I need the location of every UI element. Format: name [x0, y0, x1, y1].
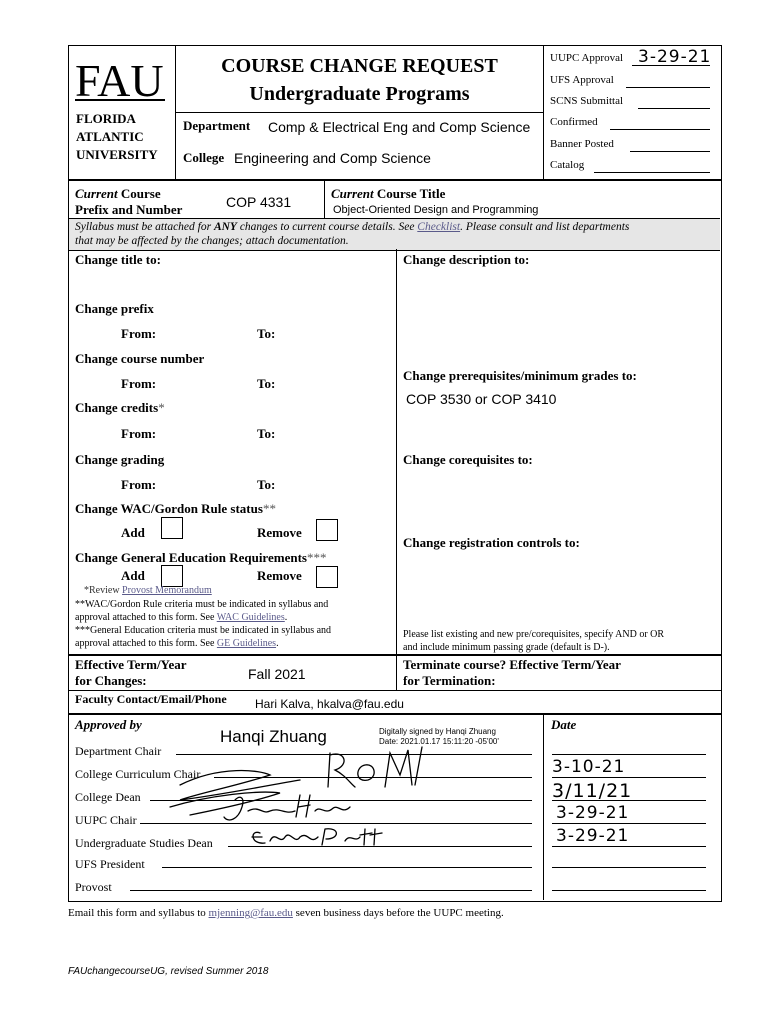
effective-term-label: Effective Term/Year [75, 657, 187, 672]
change-wac-label: Change WAC/Gordon Rule status** [75, 501, 276, 516]
divider [543, 715, 544, 900]
approved-by-heading: Approved by [75, 717, 142, 732]
ufs-president-line[interactable] [162, 867, 532, 868]
change-prereq-label: Change prerequisites/minimum grades to: [403, 368, 637, 383]
prereq-note: Please list existing and new pre/corequisites, specify AND or OR and include minimum passing grade (default is D-). [403, 629, 665, 653]
fau-logo [73, 52, 168, 104]
change-regctrl-label: Change registration controls to: [403, 535, 580, 550]
ge-guidelines-link[interactable]: GE Guidelines [216, 638, 277, 649]
email-instruction: Email this form and syllabus to mjenning@fau.edu seven business days before the UUPC meeting. [68, 907, 504, 919]
review-note: *Review Provost Memorandum [84, 585, 212, 596]
divider [396, 655, 397, 690]
fau-logo-graphic [73, 52, 168, 104]
ufs-president-label: UFS President [75, 857, 145, 871]
change-grading-label: Change grading [75, 452, 165, 467]
effective-term-value[interactable]: Fall 2021 [248, 666, 306, 682]
uupc-approval-date[interactable]: 3-29-21 [638, 47, 712, 67]
gened-remove-checkbox[interactable] [316, 566, 338, 588]
college-dean-label: College Dean [75, 790, 141, 804]
change-coreq-label: Change corequisites to: [403, 452, 533, 467]
university-name: FLORIDA ATLANTIC UNIVERSITY [76, 111, 158, 162]
wac-remove-checkbox[interactable] [316, 519, 338, 541]
criteria-notes: **WAC/Gordon Rule criteria must be indicated in syllabus and approval attached to this form. See WAC Guidelines. ***General Education criteria must be indicated in syllabus and approval attached to this form. See GE Guidelines. [75, 599, 332, 649]
department-chair-label: Department Chair [75, 744, 162, 758]
change-number-label: Change course number [75, 351, 205, 366]
divider [68, 690, 721, 691]
wac-guidelines-link[interactable]: WAC Guidelines [216, 612, 285, 623]
college-curriculum-chair-label: College Curriculum Chair [75, 767, 201, 781]
email-link[interactable]: mjenning@fau.edu [208, 907, 293, 919]
divider [543, 45, 544, 179]
change-prefix-label: Change prefix [75, 301, 154, 316]
divider [324, 181, 325, 218]
ug-studies-dean-label: Undergraduate Studies Dean [75, 836, 213, 850]
department-value[interactable]: Comp & Electrical Eng and Comp Science [268, 119, 531, 135]
uupc-chair-date[interactable]: 3-29-21 [556, 803, 630, 823]
prefix-value[interactable]: COP 4331 [226, 194, 292, 210]
form-title: COURSE CHANGE REQUEST [221, 55, 498, 77]
syllabus-note: Syllabus must be attached for ANY changes to current course details. See Checklist. Please consult and list departments that may be affected by the changes; attach documentation. [75, 221, 630, 247]
title-label: Current Course Title [331, 186, 446, 201]
faculty-contact-value[interactable]: Hari Kalva, hkalva@fau.edu [255, 697, 404, 711]
college-value[interactable]: Engineering and Comp Science [234, 150, 431, 166]
signatures [150, 745, 450, 855]
divider [68, 713, 721, 715]
digital-signature: Digitally signed by Hanqi Zhuang Date: 2021.01.17 15:11:20 -05'00' [379, 727, 499, 746]
change-gened-label: Change General Education Requirements*** [75, 550, 327, 565]
divider [396, 249, 397, 654]
prereq-value[interactable]: COP 3530 or COP 3410 [406, 391, 557, 407]
prefix-label: Current Course [75, 186, 161, 201]
change-credits-label: Change credits* [75, 400, 165, 415]
provost-memo-link[interactable]: Provost Memorandum [122, 585, 212, 596]
provost-label: Provost [75, 880, 112, 894]
wac-add-checkbox[interactable] [161, 517, 183, 539]
divider [68, 654, 721, 656]
terminate-label: Terminate course? Effective Term/Year [403, 657, 621, 672]
department-chair-date-line[interactable] [552, 754, 706, 755]
provost-date-line[interactable] [552, 890, 706, 891]
faculty-contact-label: Faculty Contact/Email/Phone [75, 692, 227, 706]
gened-add-checkbox[interactable] [161, 565, 183, 587]
department-label: Department [183, 118, 251, 133]
checklist-link[interactable]: Checklist [417, 221, 461, 233]
title-value[interactable]: Object-Oriented Design and Programming [333, 204, 539, 216]
ug-studies-dean-date[interactable]: 3-29-21 [556, 826, 630, 846]
date-heading: Date [551, 717, 577, 732]
change-description-label: Change description to: [403, 252, 530, 267]
signer-name: Hanqi Zhuang [220, 727, 327, 746]
ufs-president-date-line[interactable] [552, 867, 706, 868]
change-title-label: Change title to: [75, 252, 161, 267]
divider [175, 112, 543, 113]
college-dean-date[interactable]: 3/11/21 [552, 780, 633, 802]
signature-scribble [180, 771, 300, 800]
form-subtitle: Undergraduate Programs [249, 83, 470, 105]
uupc-chair-label: UUPC Chair [75, 813, 137, 827]
college-label: College [183, 150, 225, 165]
revision-note: FAUchangecourseUG, revised Summer 2018 [68, 966, 269, 977]
logo-letters: FAU [75, 55, 164, 104]
college-curriculum-chair-date[interactable]: 3-10-21 [552, 757, 626, 777]
provost-line[interactable] [130, 890, 532, 891]
divider [68, 179, 721, 181]
